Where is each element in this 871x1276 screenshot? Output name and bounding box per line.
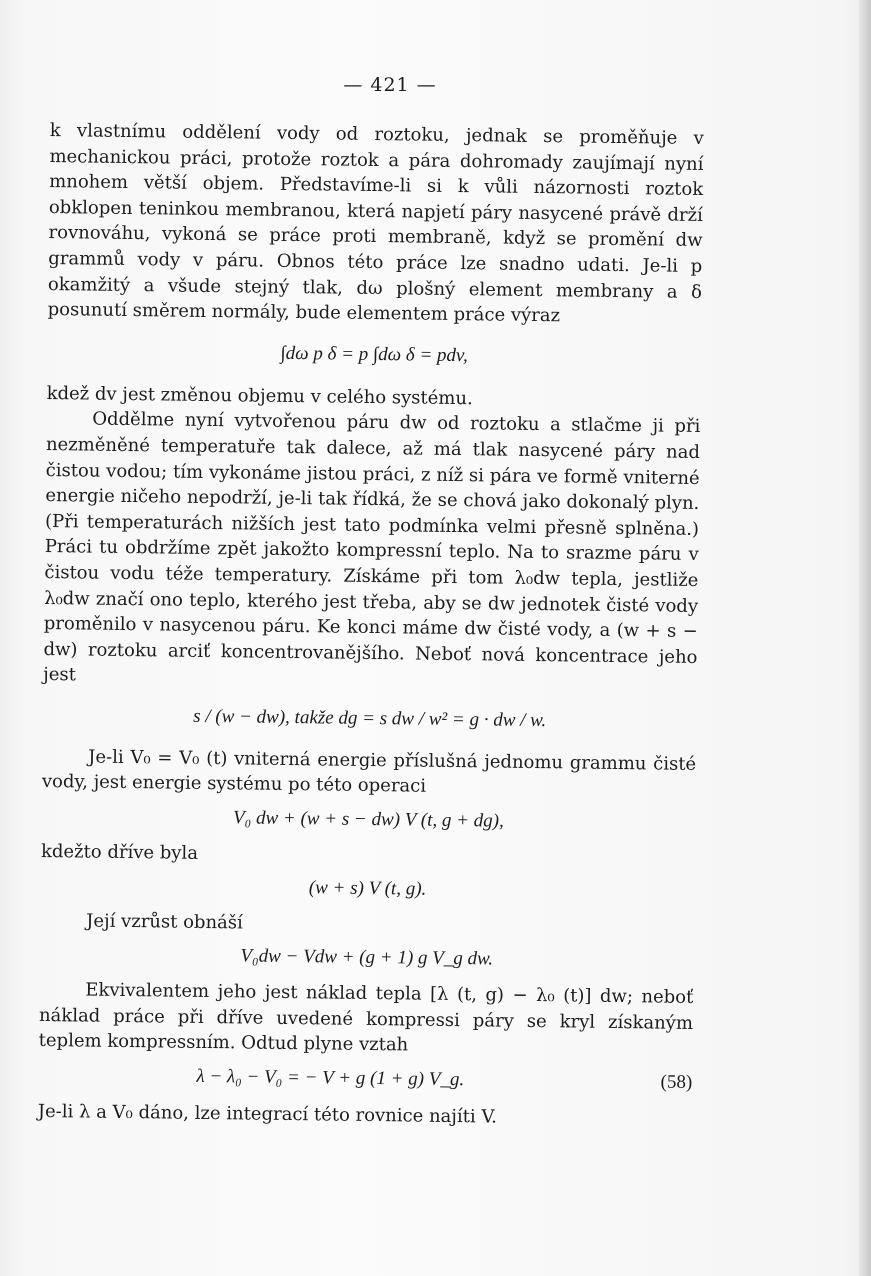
equation-text: s / (w − dw), takže dg = s dw / w² = g · dw / w. (193, 705, 547, 732)
equation-58-row (38, 1062, 692, 1096)
page-edge-shadow (859, 0, 871, 1276)
paragraph-2: kdež dv jest změnou objemu v celého systému. (46, 382, 473, 409)
page-number: — 421 — (343, 74, 437, 96)
paragraph-8: Je-li λ a V₀ dáno, lze integrací této rovnice najíti V. (37, 1101, 498, 1128)
equation-58: λ − λ₀ − V₀ = − V + g (1 + g) V_g. (196, 1065, 465, 1090)
equation-energy-increase: V₀dw − Vdw + (g + 1) g V_g dw. (240, 945, 494, 970)
paragraph-1: k vlastnímu oddělení vody od roztoku, jednak se proměňuje v mechanickou práci, protože roztok a pára dohromady zaujímají nyní mnohem větší objem. Představíme-li si k vůli názornosti roztok obklopen teninkou membranou, která napjetí páry nasycené právě drží rovnováhu, vykoná se práce proti membraně, když se promění dw grammů vody v páru. Obnos této práce lze snadno udati. Je-li p okamžitý a všude stejný tlak, dω plošný element membrany a δ posunutí směrem normály, bude elementem práce výraz (47, 119, 704, 327)
equation-text: ∫dω p δ = p ∫dω δ = pdv, (280, 342, 468, 367)
page-body (38, 118, 704, 1133)
equation-energy-after: V₀ dw + (w + s − dw) V (t, g + dg), (232, 807, 504, 832)
paragraph-3: Oddělme nyní vytvořenou páru dw od roztoku a stlačme ji při nezměněné temperatuře tak dalece, až má tlak nasycené páry nad čistou vodou; tím vykonáme jistou práci, z níž si pára ve formě vniterné energie ničeho nepodrží, je-li tak řídká, že se chová jako dokonalý plyn. (Při temperaturách nižších jest tato podmínka velmi přesně splněna.) Práci tu obdržíme zpět jakožto kompressní teplo. Na to srazme páru v čistou vodu téže temperatury. Získáme při tom λ₀dw tepla, jestliže λ₀dw značí ono teplo, kterého jest třeba, aby se dw jednotek čisté vody proměnilo v nasycenou páru. Ke konci máme dw čisté vody, a (w + s − dw) roztoku arciť koncentrovanějšího. Neboť nová koncentrace jeho jest (43, 408, 701, 686)
equation-concentration (42, 688, 697, 752)
paragraph-7: Ekvivalentem jeho jest náklad tepla [λ (t, g) − λ₀ (t)] dw; neboť náklad práce při dříve uvedené kompressi páry se kryl získaným teplem kompressním. Odtud plyne vztah (38, 979, 694, 1056)
equation-work-integral (47, 323, 702, 389)
paragraph-5: kdežto dříve byla (40, 840, 199, 864)
paragraph-6: Její vzrůst obnáší (86, 910, 243, 934)
equation-energy-before: (w + s) V (t, g). (308, 877, 427, 900)
equation-number: (58) (660, 1071, 693, 1093)
paragraph-4: Je-li V₀ = V₀ (t) vniterná energie příslušná jednomu grammu čisté vody, jest energie systému po této operaci (41, 746, 697, 798)
